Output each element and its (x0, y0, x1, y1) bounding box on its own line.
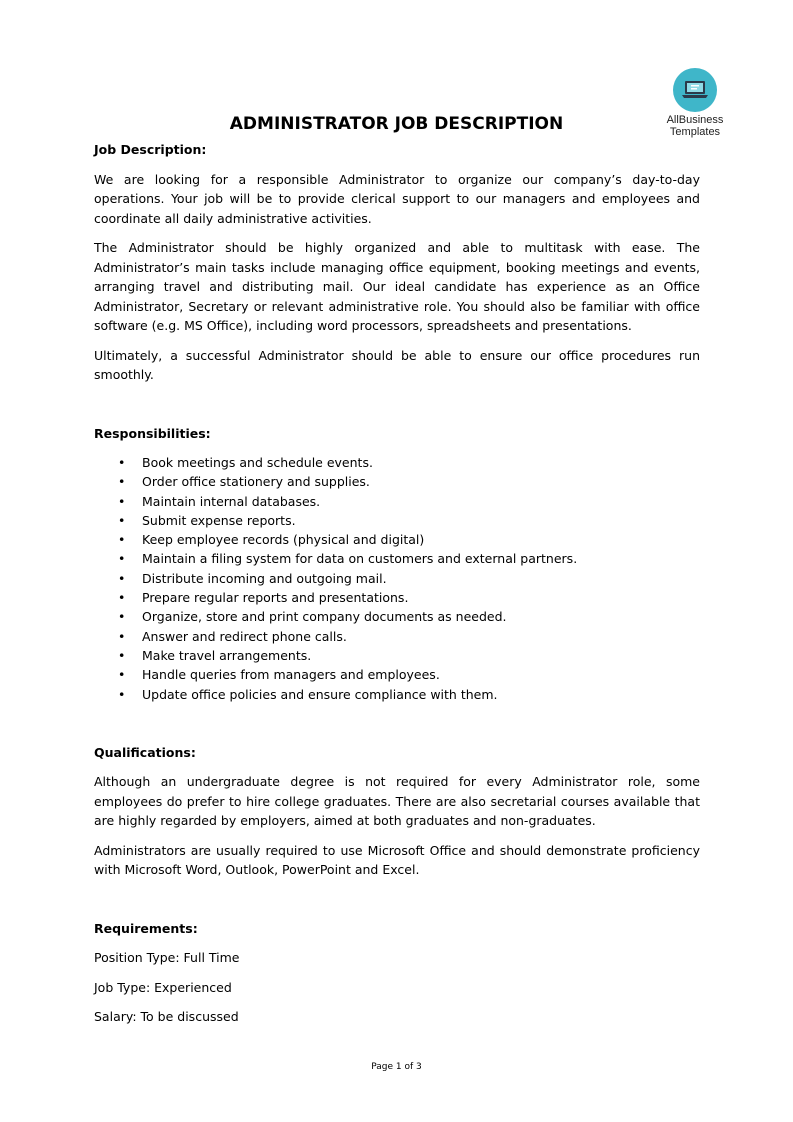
job-description-paragraph-3: Ultimately, a successful Administrator should be able to ensure our office procedures run smoothly. (94, 347, 700, 382)
responsibilities-list (94, 453, 700, 704)
laptop-icon (681, 78, 709, 102)
list-item-text: Maintain internal databases. (142, 493, 321, 509)
list-item (94, 588, 700, 607)
page-number: Page 1 of 3 (371, 1062, 422, 1072)
list-item-text: Handle queries from managers and employees. (142, 667, 440, 683)
list-item (94, 646, 700, 665)
logo-circle (673, 68, 717, 112)
list-item (94, 453, 700, 472)
list-item (94, 665, 700, 684)
bullet-icon: • (118, 570, 126, 586)
job-description-paragraph-2: The Administrator should be highly organized and able to multitask with ease. The Administrator’s main tasks include managing office equipment, booking meetings and events, arranging travel and distributing mail. Our ideal candidate has experience as an Office Administrator, Secretary or relevant administrative role. You should also be familiar with office software (e.g. MS Office), including word processors, spreadsheets and presentations. (94, 240, 700, 333)
list-item (94, 627, 700, 646)
bullet-icon: • (118, 590, 126, 606)
job-description-paragraph-1: We are looking for a responsible Administrator to organize our company’s day-to-day operations. Your job will be to provide clerical support to our managers and employees and coordinate all daily administrative activities. (94, 171, 700, 226)
bullet-icon: • (118, 647, 126, 663)
list-item (94, 607, 700, 626)
bullet-icon: • (118, 686, 126, 702)
list-item-text: Order office stationery and supplies. (142, 474, 370, 490)
list-item-text: Keep employee records (physical and digital) (142, 532, 425, 548)
job-description-heading: Job Description: (94, 142, 207, 157)
list-item (94, 569, 700, 588)
list-item (94, 472, 700, 491)
responsibilities-heading: Responsibilities: (94, 425, 211, 441)
list-item-text: Answer and redirect phone calls. (142, 628, 347, 644)
requirement-job-type: Job Type: Experienced (94, 979, 232, 995)
list-item (94, 492, 700, 511)
list-item-text: Maintain a filing system for data on customers and external partners. (142, 551, 578, 567)
list-item (94, 685, 700, 704)
qualifications-heading: Qualifications: (94, 744, 196, 760)
list-item-text: Distribute incoming and outgoing mail. (142, 570, 387, 586)
bullet-icon: • (118, 551, 126, 567)
list-item (94, 530, 700, 549)
requirement-salary: Salary: To be discussed (94, 1009, 239, 1025)
list-item-text: Prepare regular reports and presentations. (142, 590, 409, 606)
logo-line-1: AllBusiness (666, 114, 724, 126)
list-item-text: Update office policies and ensure compliance with them. (142, 686, 498, 702)
bullet-icon: • (118, 493, 126, 509)
requirements-heading: Requirements: (94, 920, 198, 936)
bullet-icon: • (118, 455, 126, 470)
list-item (94, 511, 700, 530)
logo-line-2: Templates (669, 126, 721, 138)
bullet-icon: • (118, 512, 126, 528)
bullet-icon: • (118, 609, 126, 625)
bullet-icon: • (118, 474, 126, 490)
requirement-position-type: Position Type: Full Time (94, 950, 240, 966)
list-item-text: Book meetings and schedule events. (142, 455, 373, 470)
document-body (94, 140, 700, 1027)
list-item-text: Submit expense reports. (142, 512, 296, 528)
document-title: ADMINISTRATOR JOB DESCRIPTION (229, 114, 564, 134)
list-item-text: Make travel arrangements. (142, 647, 312, 663)
qualifications-paragraph-2: Administrators are usually required to use Microsoft Office and should demonstrate proficiency with Microsoft Word, Outlook, PowerPoint and Excel. (94, 842, 700, 878)
list-item (94, 549, 700, 568)
qualifications-paragraph-1: Although an undergraduate degree is not required for every Administrator role, some employees do prefer to hire college graduates. There are also secretarial courses available that are highly regarded by employers, aimed at both graduates and non-graduates. (94, 774, 700, 829)
list-item-text: Organize, store and print company documents as needed. (142, 609, 507, 625)
bullet-icon: • (118, 628, 126, 644)
bullet-icon: • (118, 667, 126, 683)
bullet-icon: • (118, 532, 126, 548)
